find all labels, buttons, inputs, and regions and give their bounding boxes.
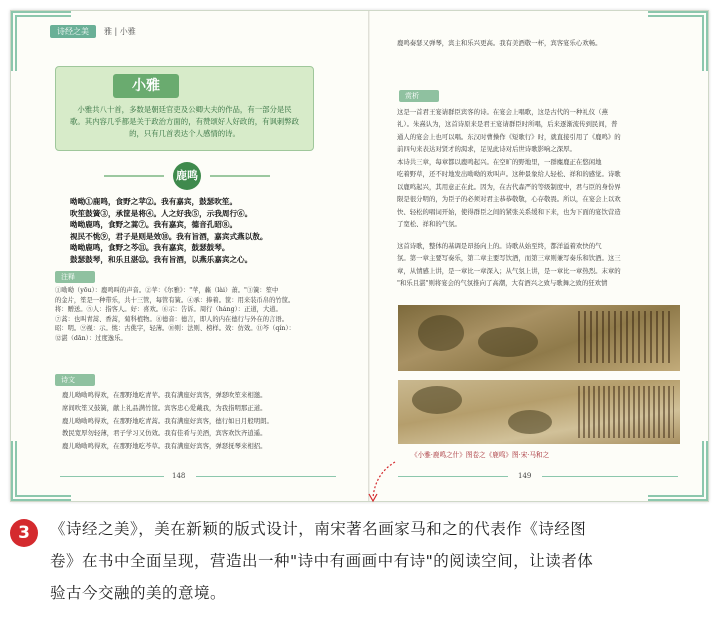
description-line: 《诗经之美》，美在新颖的版式设计，南宋著名画家马和之的代表作《诗经图 (50, 520, 587, 538)
translation-line: 席间吹笙又鼓簧，献上礼品满竹筐。宾客忠心爱戴我，为我指明那正道。 (62, 403, 267, 412)
page-footer-rule (60, 476, 164, 477)
description-line: 卷》在书中全面呈现，营造出一种"诗中有画画中有诗"的阅读空间，让读者体 (50, 552, 594, 570)
running-head-section: 雅 | 小雅 (104, 27, 136, 36)
chapter-description-line: 小雅共八十首，多数是朝廷官吏及公卿大夫的作品，有一部分是民 (77, 105, 292, 114)
painting-scroll-1 (398, 305, 680, 371)
page-footer-rule (398, 476, 508, 477)
painting-detail (412, 386, 462, 414)
note-line: ⑦蒿：也叫青蒿、香蒿，菊科植物。⑧德音：德言，即人的内在德行与外在的言语。 (55, 315, 288, 323)
translation-label: 诗文 (55, 374, 95, 386)
chapter-description (63, 104, 306, 140)
analysis-line: 前四句来表达对贤才的渴求，足见此诗对后世诗歌影响之深厚。 (397, 145, 576, 154)
analysis-line: 章，从情感上讲，是一章比一章深入；从气氛上讲，是一章比一章热烈。末章的 (397, 266, 621, 275)
right-top-line (397, 37, 679, 49)
analysis-line: 氛。第一章主要写奏乐，第二章主要写饮酒，而第三章则兼写奏乐和饮酒。这三 (397, 254, 621, 263)
analysis-line: 以鹿鸣起兴，其用意正在此。因为，在古代森严的等级制度中，君与臣的身份界 (397, 182, 621, 191)
painting-scroll-2 (398, 380, 680, 444)
note-line: ①呦呦（yōu）：鹿鸣叫的声音。②苹：《尔雅》："苹，藾（lài）萧。"③簧：笙中 (55, 287, 279, 294)
painting-detail (418, 315, 464, 351)
painting-calligraphy (578, 386, 674, 438)
poem-line: 吹笙鼓簧③，承筐是将④。人之好我⑤，示我周行⑥。 (70, 208, 253, 218)
note-line: 昭：明。⑨视：示。恌：古佻字，轻薄。⑩则：法则、榜样。效：仿效。⑪芩（qín）： (55, 325, 295, 333)
analysis-paragraph-2 (397, 156, 679, 230)
analysis-label: 赏析 (399, 90, 439, 102)
translation-line: 鹿儿呦呦鸣得欢，在那野地吃芩草。我有满座好宾客，弹瑟抚琴来相招。 (62, 442, 267, 451)
analysis-line: 吃着野草，还不时地发出呦呦的欢叫声。这种景象给人轻松、祥和的感觉。诗歌 (397, 170, 621, 179)
page-footer-rule (542, 476, 678, 477)
note-line: 将：赠送。⑤人：指客人。好：喜欢。⑥示：告诉。周行（háng）：正道，大道。 (55, 306, 282, 314)
corner-ornament (11, 11, 71, 71)
analysis-line: 这是一首君王宴请群臣宾客的诗。在宴会上唱歌，这是古代的一种礼仪（燕 (397, 108, 608, 116)
running-head (50, 25, 136, 38)
translation-line: 鹿儿呦呦鸣得欢，在那野地吃青苹。我有满座好宾客，弹瑟吹笙来相邀。 (62, 391, 267, 399)
chapter-title: 小雅 (113, 74, 179, 98)
note-line: 的金片，笙是一种带乐，共十三管，每管有簧。④承：捧着。筐：用来装币帛的竹筐。 (55, 296, 295, 304)
poem-line: 视民不恌⑨，君子是则是效⑩。我有旨酒，嘉宾式燕以敖。 (70, 231, 268, 241)
chapter-description-line: 的，只有几首表达个人感情的诗。 (129, 129, 240, 138)
poem-line: 呦呦①鹿鸣，食野之苹②。我有嘉宾，鼓瑟吹笙。 (70, 197, 238, 206)
painting-calligraphy (578, 311, 674, 363)
book-spine (368, 11, 370, 501)
poem-line: 呦呦鹿鸣，食野之芩⑪。我有嘉宾，鼓瑟鼓琴。 (70, 243, 230, 252)
analysis-paragraph-3 (397, 240, 679, 290)
painting-detail (478, 327, 538, 357)
description-line: 验古今交融的美的意境。 (50, 584, 227, 602)
analysis-line: 这首诗歌，整体的基调是昂扬向上的。诗歌从始至终，都洋溢着欢快的气 (397, 242, 602, 250)
translation-line: 教民宽厚勿轻薄，君子学习又仿效。我有佳肴与美酒，宾客欢饮齐逍遥。 (62, 429, 267, 438)
chapter-description-line: 歌。其内容几乎都是关于政治方面的，有赞颂好人好政的，有讽刺弊政 (69, 117, 300, 126)
analysis-line: 限是很分明的，为臣子的必须对君主恭恭敬敬，心存敬畏。所以，在宴会上以欢 (397, 195, 621, 204)
page-footer-rule (196, 476, 336, 477)
note-line: ⑫湛（dān）：过度逸乐。 (55, 334, 127, 342)
page-number-left: 148 (172, 472, 186, 480)
analysis-line: 快、轻松的唱词开始，使得群臣之间的紧张关系缓和下来，也为下面的宴饮营造 (397, 207, 621, 216)
translation-text (62, 389, 332, 453)
poem-line: 鼓瑟鼓琴，和乐且湛⑫。我有旨酒，以燕乐嘉宾之心。 (70, 254, 253, 264)
ornament-line (210, 175, 270, 177)
pointer-arrow (367, 460, 397, 504)
analysis-line: 本诗共三章，每章都以鹿鸣起兴。在空旷的野地里，一群麋鹿正在悠闲地 (397, 158, 602, 166)
translation-line: 鹿儿呦呦鸣得欢，在那野地吃青蒿。我有满座好宾客，德行如日月般明朗。 (62, 416, 273, 425)
analysis-line: "和乐且湛"则将宴会的气氛推向了高潮，大有酒兴之致与歌舞之致的狂欢情 (397, 279, 608, 288)
ornament-line (104, 175, 164, 177)
running-head-tag: 诗经之美 (50, 25, 96, 38)
right-top-line-text: 鹿鸣奏瑟又弹琴，宾主和乐兴更高。我有美酒敬一杯，宾客宴乐心欢畅。 (397, 39, 602, 47)
description-text (50, 513, 710, 609)
analysis-paragraph-1 (397, 106, 679, 156)
notes-label: 注释 (55, 271, 95, 283)
page-number-right: 149 (518, 472, 532, 480)
painting-detail (508, 410, 552, 434)
analysis-line: 了宽松、祥和的气氛。 (397, 220, 461, 229)
analysis-line: 礼）。朱熹认为，这首诗原来是君王宴请群臣时所唱，后来逐渐流传到民间，普 (397, 120, 618, 129)
corner-ornament (648, 441, 708, 501)
analysis-line: 通人的宴会上也可以唱。东汉时曹操作《短歌行》时，就直接引用了《鹿鸣》的 (397, 132, 621, 141)
poem-text (70, 196, 320, 265)
item-number-badge: 3 (10, 519, 38, 547)
notes-text (55, 286, 335, 344)
poem-title-badge: 鹿鸣 (173, 162, 201, 190)
painting-caption: 《小雅·鹿鸣之什》图卷之《鹿鸣》图·宋·马和之 (411, 451, 550, 459)
poem-line: 呦呦鹿鸣，食野之蒿⑦。我有嘉宾，德音孔昭⑧。 (70, 220, 238, 229)
